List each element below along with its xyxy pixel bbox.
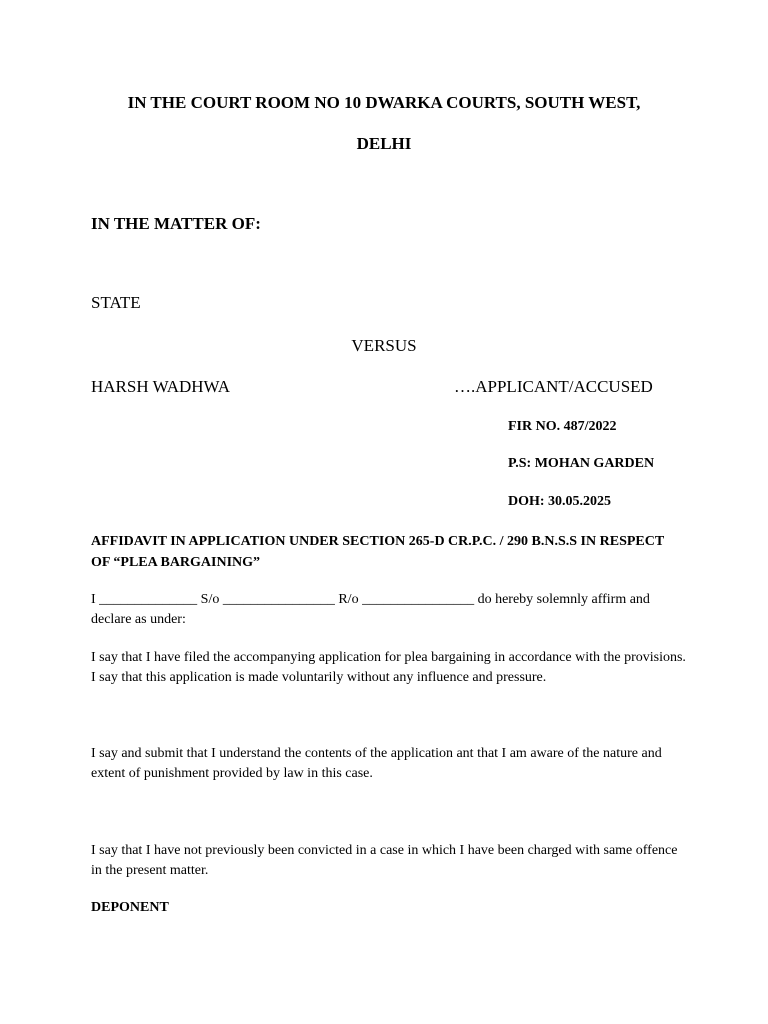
court-heading-line-1: IN THE COURT ROOM NO 10 DWARKA COURTS, SOUTH WEST,: [127, 93, 641, 112]
party-accused-role: ….APPLICANT/ACCUSED: [454, 377, 653, 396]
police-station: P.S: MOHAN GARDEN: [508, 456, 655, 471]
party-state: STATE: [91, 293, 141, 312]
versus-label: VERSUS: [351, 336, 417, 355]
date-of-hearing: DOH: 30.05.2025: [508, 494, 612, 509]
fir-number: FIR NO. 487/2022: [508, 419, 617, 434]
paragraph-no-conviction: I say that I have not previously been convicted in a case in which I have been charged with same offence in the present matter.: [91, 843, 678, 878]
party-accused-name: HARSH WADHWA: [91, 377, 230, 396]
court-heading-line-2: DELHI: [356, 134, 412, 153]
affidavit-title: AFFIDAVIT IN APPLICATION UNDER SECTION 265-D CR.P.C. / 290 B.N.S.S IN RESPECT OF “PLEA BARGAINING”: [91, 534, 664, 570]
declaration-paragraph: I ______________ S/o ________________ R/o ________________ do hereby solemnly affirm and declare as under:: [91, 592, 650, 627]
deponent-label: DEPONENT: [91, 900, 169, 915]
paragraph-understanding: I say and submit that I understand the contents of the application ant that I am aware of the nature and extent of punishment provided by law in this case.: [91, 746, 662, 781]
paragraph-voluntary: I say that I have filed the accompanying application for plea bargaining in accordance with the provisions. I say that this application is made voluntarily without any influence and pressure.: [91, 650, 686, 685]
matter-label: IN THE MATTER OF:: [91, 214, 261, 233]
